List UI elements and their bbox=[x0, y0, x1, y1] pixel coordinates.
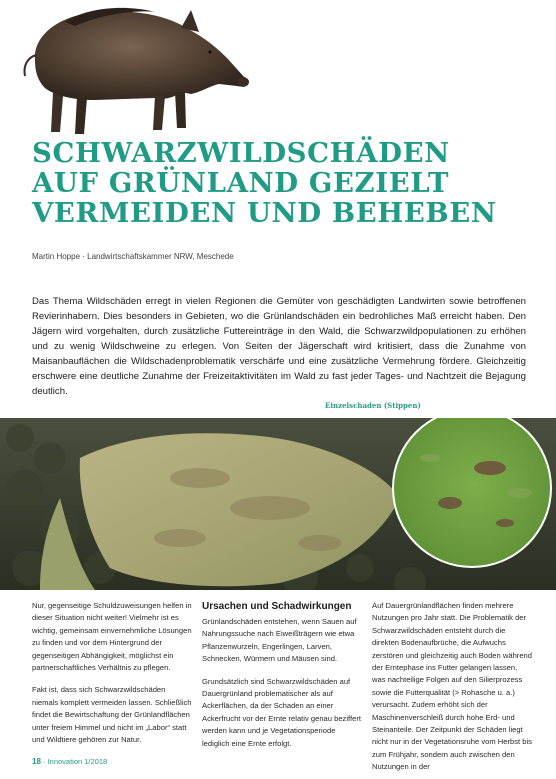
title-line-3: VERMEIDEN UND BEHEBEN bbox=[32, 197, 497, 229]
inset-caption: Einzelschaden (Stippen) bbox=[325, 401, 421, 410]
title-line-2: AUF GRÜNLAND GEZIELT bbox=[32, 167, 450, 199]
article-title bbox=[32, 138, 542, 228]
section-heading: Ursachen und Schadwirkungen bbox=[202, 601, 352, 612]
intro-paragraph: Das Thema Wildschäden erregt in vielen Regionen die Gemüter von geschädigten Landwirten sowie betroffenen Revierinhabern. Dies besonders in Gebieten, wo die Grünlandschäden ein bedrohliches Maß erreicht haben. Den Jägern wird vorgehalten, durch zusätzliche Futtereinträge in den Wald, die Schwarzwildpopulationen zu erhöhen und zu wenig Wildschweine zu erlegen. Von Seiten der Jägerschaft wird kritisiert, dass die Zunahme von Maisanbauflächen die Wildschadenproblematik verschärfe und eine zusätzliche Vermehrung fördere. Gleichzeitig erschwere eine deutliche Zunahme der Freizeitaktivitäten im Wald zu fast jeder Tages- und Nachtzeit die Bejagung deutlich. bbox=[32, 296, 526, 397]
column-1-paragraph-1: Nur, gegenseitige Schuldzuweisungen helfen in dieser Situation nicht weiter! Vielmehr ist es wichtig, gemeinsam einvernehmliche Lösungen zu finden und vor dem Hintergrund der gegenseitigen Abhängigkeit, möglichst ein partnerschaftliches Verhältnis zu pflegen. bbox=[32, 601, 192, 673]
aerial-meadow-photo bbox=[0, 418, 556, 590]
text-column-2 bbox=[202, 600, 362, 760]
column-2-paragraph-2: Grundsätzlich sind Schwarzwildschäden auf Dauergrünland problematischer als auf Ackerflächen, da der Schaden an einer Ackerfrucht vor der Ernte relativ genau beziffert werden kann und je Vegetationsperiode lediglich eine Ernte erfolgt. bbox=[202, 676, 361, 748]
issue-label: · Innovation 1/2018 bbox=[40, 757, 108, 766]
text-column-1 bbox=[32, 600, 192, 756]
title-line-1: SCHWARZWILDSCHÄDEN bbox=[32, 137, 450, 169]
column-2-paragraph-1: Grünlandschäden entstehen, wenn Sauen auf Nahrungssuche nach Eiweißträgern wie etwa Pflanzenwurzeln, Engerlingen, Larven, Schnecken, Würmern und Mäusen sind. bbox=[202, 617, 357, 664]
column-3-paragraph-1: Auf Dauergrünlandflächen finden mehrere Nutzungen pro Jahr statt. Die Problematik der Schwarzwildschäden entsteht durch die direkten Bodenaufbrüche, die Aufwuchs zerstören und gleichzeitig auch Boden während der Erntephase ins Futter gelangen lassen, was nachteilige Folgen auf den Silierprozess sowie die Futterqualität (> Rohasche u. a.) verursacht. Zudem erhöht sich der Maschinenverschleiß durch hohe Erd- und Steinanteile. Der Zeitpunkt der Schäden liegt nicht nur in der Vegetationsruhe vom Herbst bis zum Frühjahr, sondern auch zwischen den Nutzungen in der bbox=[372, 601, 532, 772]
page-number: 18 bbox=[32, 757, 41, 766]
page-footer bbox=[32, 757, 107, 766]
text-column-3 bbox=[372, 600, 532, 779]
column-1-paragraph-2: Fakt ist, dass sich Schwarzwildschäden niemals komplett vermeiden lassen. Schließlich findet die Bewirtschaftung der Grünlandflächen unter freiem Himmel und nicht im „Labor“ statt und Wildtiere gehören zur Natur. bbox=[32, 685, 192, 745]
wild-boar-image bbox=[5, 0, 255, 140]
author-byline: Martin Hoppe · Landwirtschaftskammer NRW, Meschede bbox=[32, 252, 234, 261]
